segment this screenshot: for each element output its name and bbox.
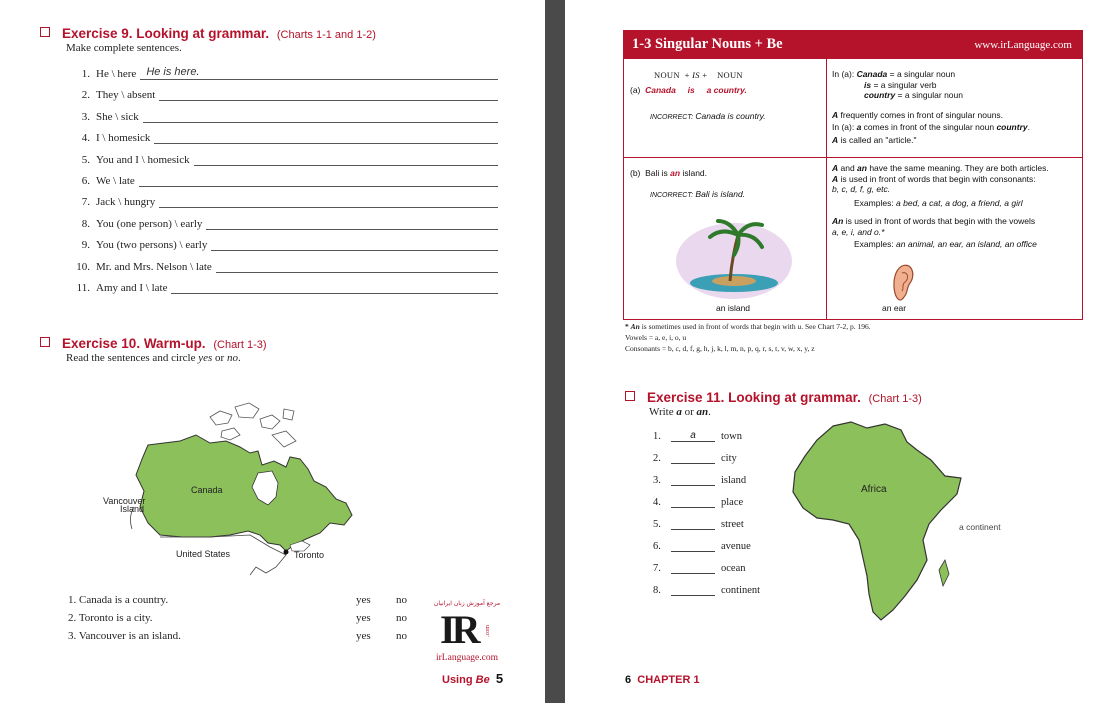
item-number: 5. — [81, 153, 90, 166]
item-word: street — [721, 519, 744, 530]
map-label-toronto: Toronto — [294, 550, 325, 560]
checkbox-icon — [40, 337, 50, 347]
item-number: 11. — [76, 282, 90, 294]
answer-blank[interactable] — [671, 474, 715, 486]
item-number: 2. — [81, 89, 90, 102]
chart-website: www.irLanguage.com — [974, 39, 1072, 51]
chart-incorrect-b: INCORRECT: Bali is island. — [650, 189, 746, 199]
exercise9-item — [72, 235, 498, 251]
exercise9-instruction: Make complete sentences. — [66, 42, 182, 54]
answer-blank[interactable] — [671, 540, 715, 552]
item-text: Toronto is a city. — [78, 612, 153, 624]
no-option[interactable]: no — [396, 594, 407, 606]
answer-line[interactable] — [154, 130, 498, 144]
map-label-canada: Canada — [191, 485, 223, 495]
left-footer: Using Be 5 — [442, 671, 504, 686]
exercise9-item — [72, 150, 498, 166]
item-prompt: Jack \ hungry — [96, 196, 156, 209]
canada-map — [100, 395, 400, 580]
no-option[interactable]: no — [396, 612, 407, 624]
answer-line[interactable] — [211, 237, 498, 251]
exercise11-item — [653, 560, 783, 574]
chart-title-bar — [624, 31, 1082, 59]
answer-line[interactable] — [159, 87, 498, 101]
item-text: Vancouver is an island. — [78, 630, 181, 642]
map-label-island: Island — [120, 504, 145, 514]
item-number: 3. — [653, 475, 661, 486]
page-gutter — [545, 0, 565, 703]
answer-blank[interactable] — [671, 452, 715, 464]
item-number: 1. — [68, 594, 77, 606]
answer-line[interactable] — [171, 280, 498, 294]
exercise11-instruction: Write a or an. — [649, 406, 711, 418]
exercise9-item — [72, 107, 498, 123]
item-number: 6. — [81, 175, 90, 187]
exercise9-item — [72, 278, 498, 294]
exercise11-item — [653, 516, 783, 530]
exercise11-item — [653, 494, 783, 508]
africa-map — [789, 420, 964, 625]
answer-blank[interactable] — [671, 496, 715, 508]
africa-label: Africa — [861, 484, 887, 495]
item-prompt: We \ late — [96, 175, 135, 187]
irlanguage-logo — [432, 600, 502, 666]
chart-row1-header: NOUN + IS + NOUN — [654, 70, 743, 80]
logo-letters: IR — [440, 607, 477, 652]
island-illustration — [674, 209, 796, 301]
answer-line[interactable] — [143, 109, 498, 123]
exercise9-item — [72, 64, 498, 80]
item-number: 3. — [81, 110, 90, 123]
item-number: 4. — [81, 132, 90, 145]
exercise9-item — [72, 214, 498, 230]
yes-option[interactable]: yes — [356, 630, 371, 642]
item-word: town — [721, 431, 742, 442]
chart-row1-explanation: In (a): Canada = a singular noun is = a singular verb country = a singular noun A frequently comes in front of singular nouns. In (a): a comes in front of the singular noun country. A is called an "article." — [832, 69, 1030, 145]
chart-incorrect-a: INCORRECT: Canada is country. — [650, 111, 766, 121]
item-prompt: I \ homesick — [96, 132, 151, 145]
exercise11-item — [653, 472, 783, 486]
exercise9-item — [72, 171, 498, 187]
checkbox-icon — [625, 391, 635, 401]
answer-line[interactable] — [139, 173, 498, 187]
exercise9-item — [72, 192, 498, 208]
item-number: 2. — [653, 453, 661, 464]
item-number: 6. — [653, 541, 661, 552]
map-label-vancouver: Vancouver — [103, 496, 146, 506]
item-number: 10. — [76, 260, 90, 273]
answer-line[interactable]: He is here. — [140, 66, 498, 80]
continent-caption: a continent — [959, 522, 1001, 532]
exercise10-instruction: Read the sentences and circle yes or no. — [66, 352, 241, 364]
exercise11-item — [653, 428, 783, 442]
exercise9-item — [72, 85, 498, 101]
logo-dotcom: .com — [484, 625, 491, 637]
island-caption: an island — [716, 303, 751, 313]
item-word: city — [721, 453, 737, 464]
item-word: island — [721, 475, 747, 486]
answer-blank[interactable] — [671, 584, 715, 596]
answer-blank[interactable]: a — [671, 430, 715, 442]
item-prompt: Mr. and Mrs. Nelson \ late — [96, 260, 212, 273]
item-prompt: You (two persons) \ early — [96, 239, 208, 252]
exercise11-item — [653, 450, 783, 464]
exercise9-item — [72, 257, 498, 273]
item-number: 5. — [653, 519, 661, 530]
chart-example-b: (b) Bali is an island. — [630, 168, 708, 178]
item-number: 9. — [81, 239, 90, 252]
logo-site: irLanguage.com — [436, 653, 498, 663]
item-word: avenue — [721, 541, 751, 552]
item-word: continent — [721, 585, 761, 596]
item-text: Canada is a country. — [79, 594, 169, 606]
ear-caption: an ear — [882, 303, 907, 313]
answer-blank[interactable] — [671, 518, 715, 530]
exercise10-item — [68, 612, 418, 624]
item-prompt: He \ here — [96, 68, 137, 80]
item-prompt: They \ absent — [96, 89, 156, 102]
chart-row2-explanation: A and an have the same meaning. They are both articles. A is used in front of words that begin with consonants: b, c, d, f, g, etc. Examples: a bed, a cat, a dog, a friend, a girl An is used in front of words that begin with the vowels a, e, i, and o.* Examples: an animal, an ear, an island, an office — [832, 163, 1049, 249]
no-option[interactable]: no — [396, 630, 407, 642]
item-number: 2. — [68, 612, 77, 624]
item-word: ocean — [721, 563, 746, 574]
item-word: place — [721, 497, 744, 508]
right-page — [565, 0, 1110, 703]
exercise11-heading: Exercise 11. Looking at grammar. (Chart 1-3) — [625, 390, 922, 405]
item-number: 8. — [81, 217, 90, 230]
item-number: 4. — [653, 497, 661, 508]
exercise11-item — [653, 582, 783, 596]
chart-example-a: (a) Canada is a country. — [630, 85, 747, 95]
item-number: 1. — [81, 68, 90, 80]
answer-line[interactable] — [206, 216, 498, 230]
item-number: 7. — [653, 563, 661, 574]
answer-line[interactable] — [216, 259, 498, 273]
item-prompt: She \ sick — [96, 110, 139, 123]
yes-option[interactable]: yes — [356, 594, 371, 606]
item-number: 3. — [68, 630, 77, 642]
left-page — [0, 0, 545, 703]
right-footer: 6 CHAPTER 1 — [625, 674, 700, 686]
item-prompt: You and I \ homesick — [96, 153, 190, 166]
map-label-united-states: United States — [176, 549, 231, 559]
exercise9-heading: Exercise 9. Looking at grammar. (Charts 1-1 and 1-2) — [40, 26, 376, 41]
item-prompt: You (one person) \ early — [96, 217, 203, 230]
chart-title: 1-3 Singular Nouns + Be — [632, 36, 783, 52]
ear-illustration — [890, 263, 916, 303]
exercise10-heading: Exercise 10. Warm-up. (Chart 1-3) — [40, 336, 267, 351]
chart-footnote: * An is sometimes used in front of words that begin with u. See Chart 7-2, p. 196. Vowels = a, e, i, o, u Consonants = b, c, d, f, g, h, j, k, l, m, n, p, q, r, s, t, v, w, x, y, z — [625, 322, 871, 353]
answer-blank[interactable] — [671, 562, 715, 574]
answer-line[interactable] — [159, 194, 498, 208]
item-number: 1. — [653, 431, 661, 442]
item-number: 7. — [81, 196, 90, 209]
exercise9-item — [72, 128, 498, 144]
yes-option[interactable]: yes — [356, 612, 371, 624]
checkbox-icon — [40, 27, 50, 37]
grammar-chart — [623, 30, 1083, 320]
answer-line[interactable] — [194, 152, 498, 166]
item-prompt: Amy and I \ late — [96, 282, 168, 294]
exercise10-item — [68, 630, 418, 642]
item-number: 8. — [653, 585, 661, 596]
exercise10-item — [68, 594, 418, 606]
exercise11-item — [653, 538, 783, 552]
logo-tagline: مرجع آموزش زبان ایرانیان — [433, 600, 501, 607]
